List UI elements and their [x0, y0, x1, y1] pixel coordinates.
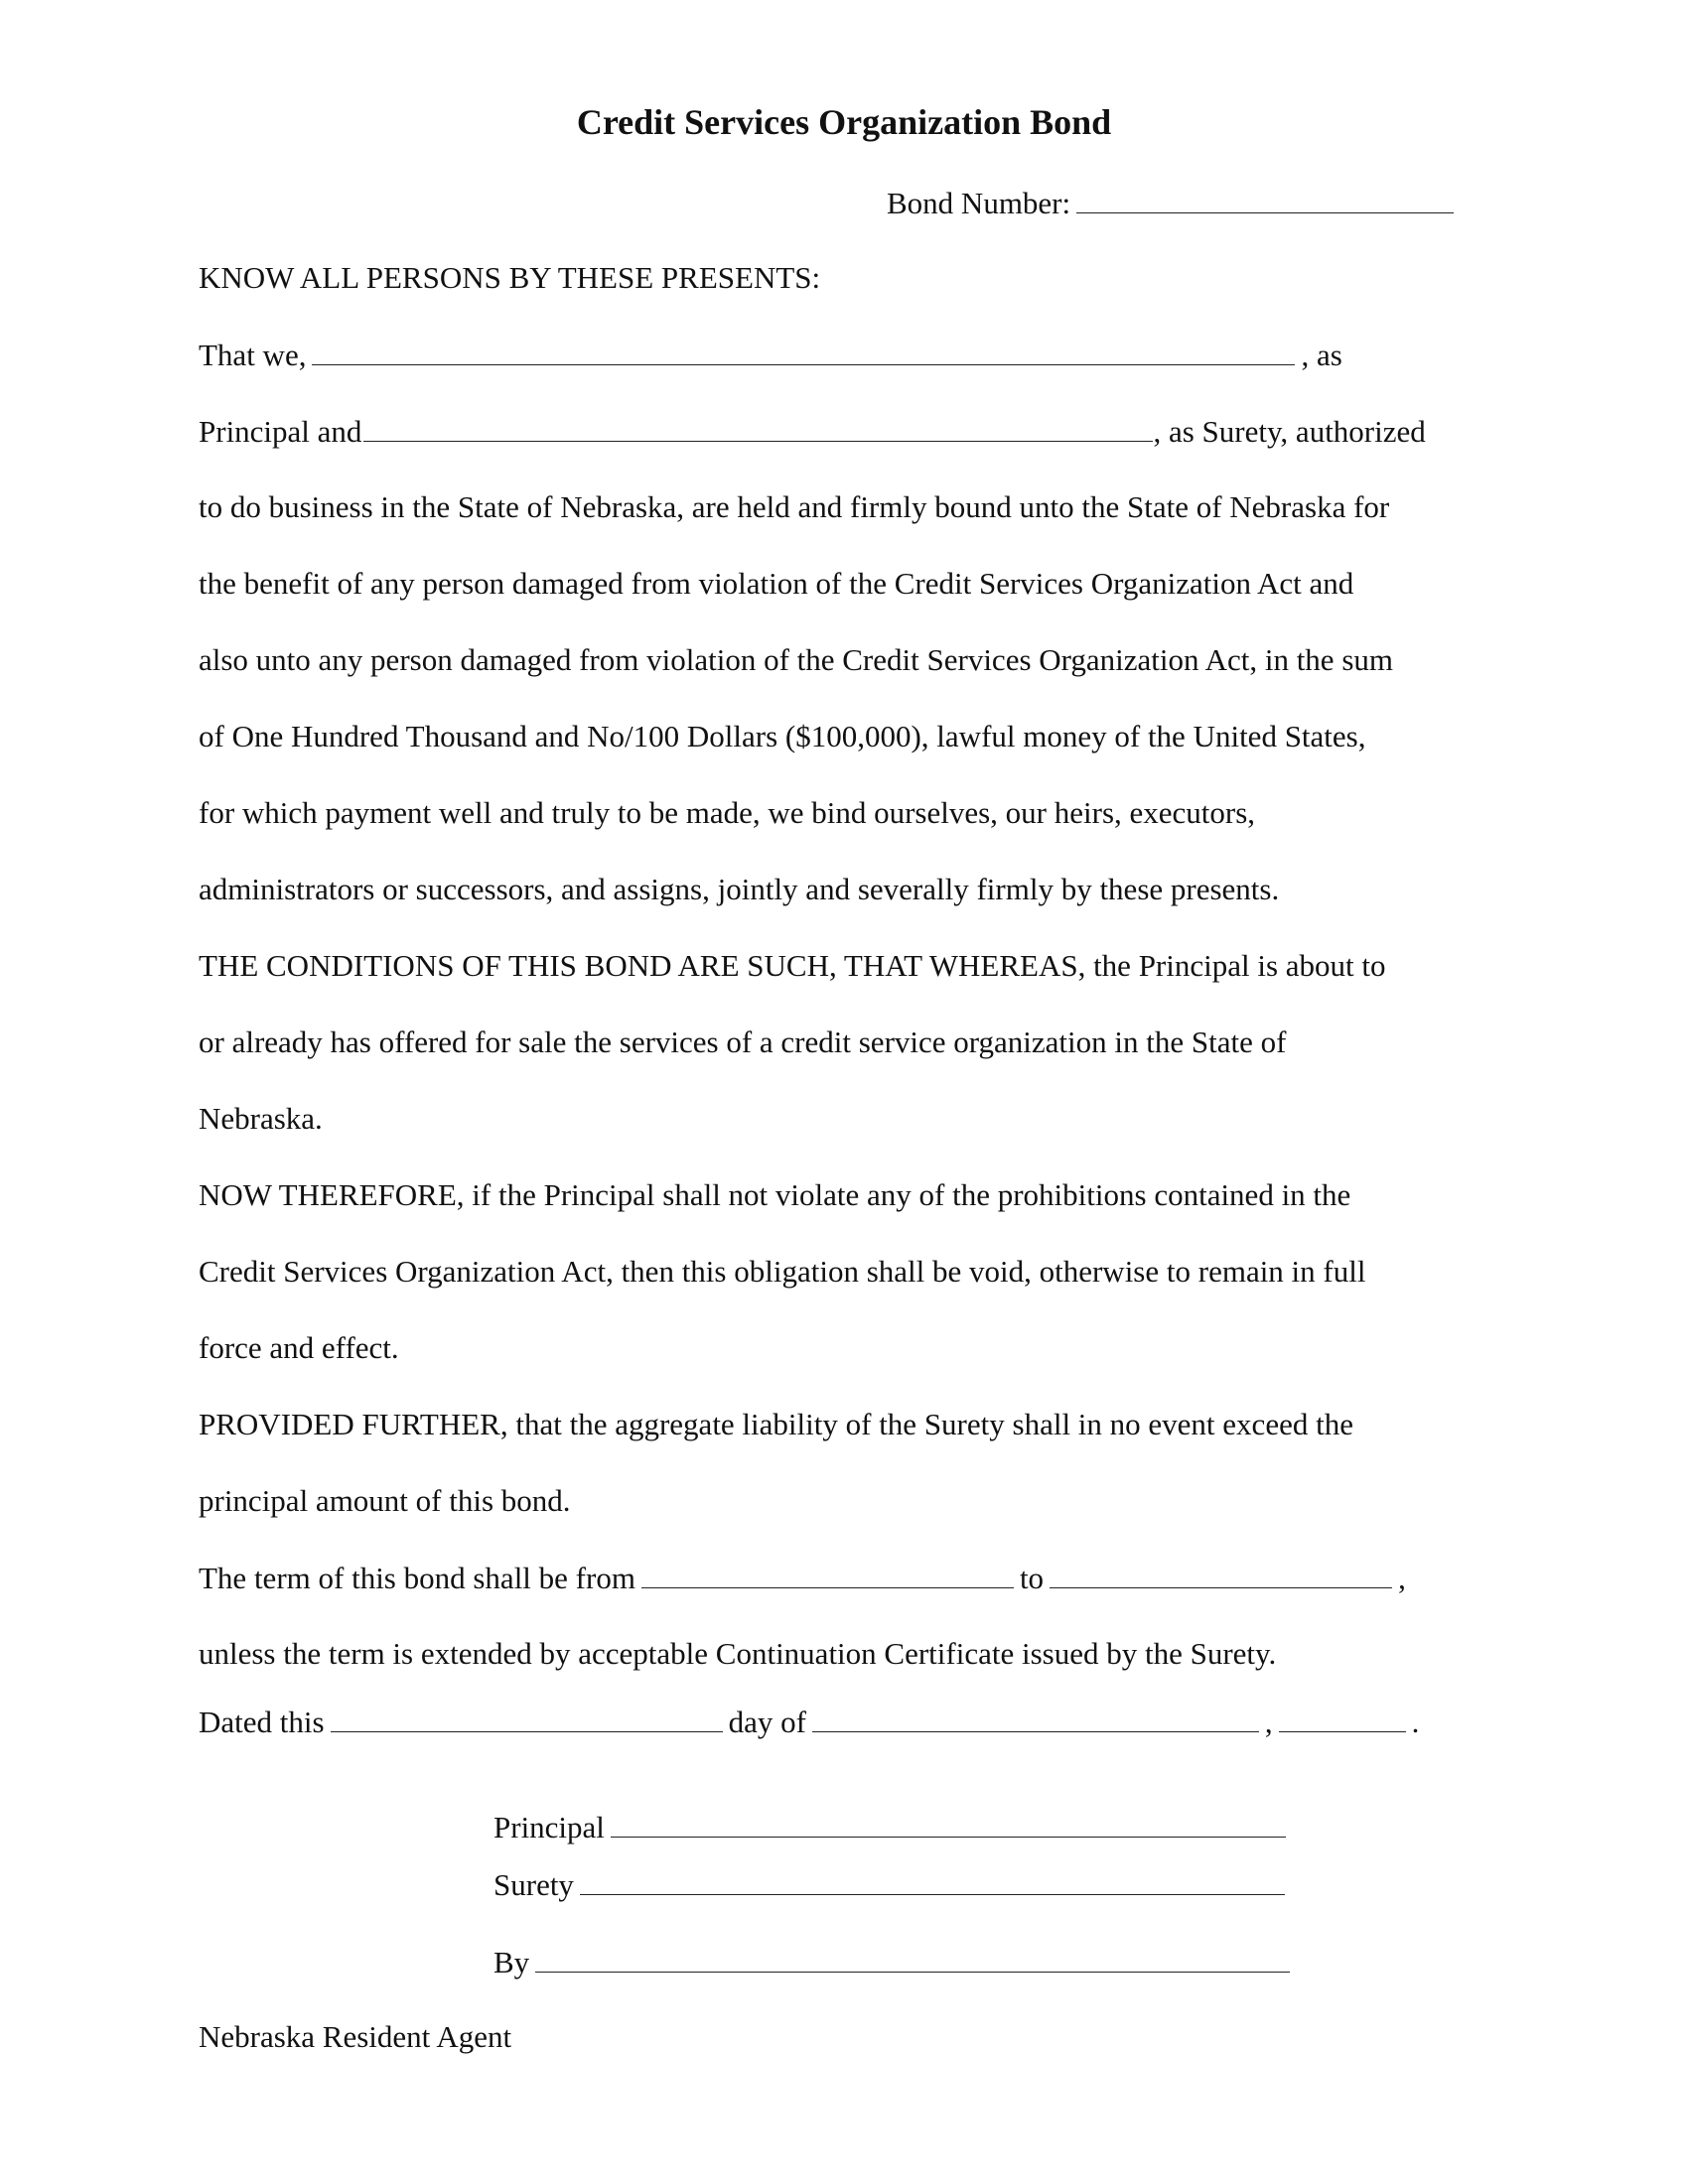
body-line: force and effect. [199, 1330, 399, 1365]
body-line: for which payment well and truly to be made, we bind ourselves, our heirs, executors, [199, 795, 1256, 830]
body-line: also unto any person damaged from violation of the Credit Services Organization Act, in the sum [199, 642, 1393, 677]
surety-line [199, 411, 1426, 452]
dated-prefix: Dated this [199, 1705, 325, 1739]
dated-day-field[interactable] [331, 1702, 723, 1732]
surety-name-field[interactable] [363, 411, 1153, 442]
principal-line-prefix: That we, [199, 338, 307, 372]
principal-name-field[interactable] [312, 335, 1295, 365]
body-line: principal amount of this bond. [199, 1483, 571, 1518]
term-to: to [1019, 1561, 1045, 1595]
dated-month-field[interactable] [812, 1702, 1259, 1732]
dated-day-of: day of [728, 1705, 806, 1739]
signature-by-row [493, 1942, 1296, 1982]
bond-number-label: Bond Number: [887, 186, 1071, 220]
body-line: administrators or successors, and assigns, jointly and severally firmly by these presents. [199, 872, 1280, 906]
signature-principal-row [493, 1807, 1292, 1847]
body-line: Nebraska. [199, 1101, 323, 1136]
surety-line-prefix: Principal and [199, 414, 362, 449]
bond-number-row [887, 183, 1460, 223]
resident-agent-label: Nebraska Resident Agent [199, 2019, 512, 2054]
body-line: Credit Services Organization Act, then this obligation shall be void, otherwise to remain in full [199, 1254, 1366, 1289]
dated-period: . [1411, 1705, 1420, 1739]
signature-surety-label: Surety [493, 1867, 574, 1902]
signature-by-label: By [493, 1945, 530, 1979]
term-line [199, 1558, 1406, 1598]
signature-principal-field[interactable] [611, 1807, 1286, 1838]
provided-further-line: PROVIDED FURTHER, that the aggregate liability of the Surety shall in no event exceed the [199, 1407, 1353, 1441]
conditions-line: THE CONDITIONS OF THIS BOND ARE SUCH, THAT WHEREAS, the Principal is about to [199, 948, 1386, 983]
now-therefore-line: NOW THEREFORE, if the Principal shall not violate any of the prohibitions contained in the [199, 1177, 1351, 1212]
term-end-field[interactable] [1050, 1558, 1392, 1588]
signature-principal-label: Principal [493, 1810, 605, 1844]
body-line: the benefit of any person damaged from violation of the Credit Services Organization Act and [199, 566, 1354, 601]
body-line: of One Hundred Thousand and No/100 Dollars ($100,000), lawful money of the United States, [199, 719, 1366, 753]
bond-number-field[interactable] [1076, 183, 1454, 213]
signature-surety-row [493, 1864, 1291, 1905]
term-line-2: unless the term is extended by acceptable Continuation Certificate issued by the Surety. [199, 1636, 1277, 1671]
signature-by-field[interactable] [535, 1942, 1290, 1973]
term-suffix: , [1398, 1561, 1406, 1595]
surety-line-suffix: , as Surety, authorized [1153, 414, 1426, 449]
signature-surety-field[interactable] [580, 1864, 1285, 1895]
term-start-field[interactable] [641, 1558, 1014, 1588]
dated-comma: , [1264, 1705, 1273, 1739]
principal-line-suffix: , as [1301, 338, 1342, 372]
intro-heading: KNOW ALL PERSONS BY THESE PRESENTS: [199, 260, 821, 295]
dated-year-field[interactable] [1279, 1702, 1406, 1732]
term-prefix: The term of this bond shall be from [199, 1561, 635, 1595]
body-line: or already has offered for sale the services of a credit service organization in the State of [199, 1024, 1287, 1059]
dated-line [199, 1702, 1419, 1742]
principal-line [199, 335, 1342, 375]
body-line: to do business in the State of Nebraska, are held and firmly bound unto the State of Nebraska for [199, 489, 1390, 524]
document-title: Credit Services Organization Bond [576, 102, 1112, 142]
